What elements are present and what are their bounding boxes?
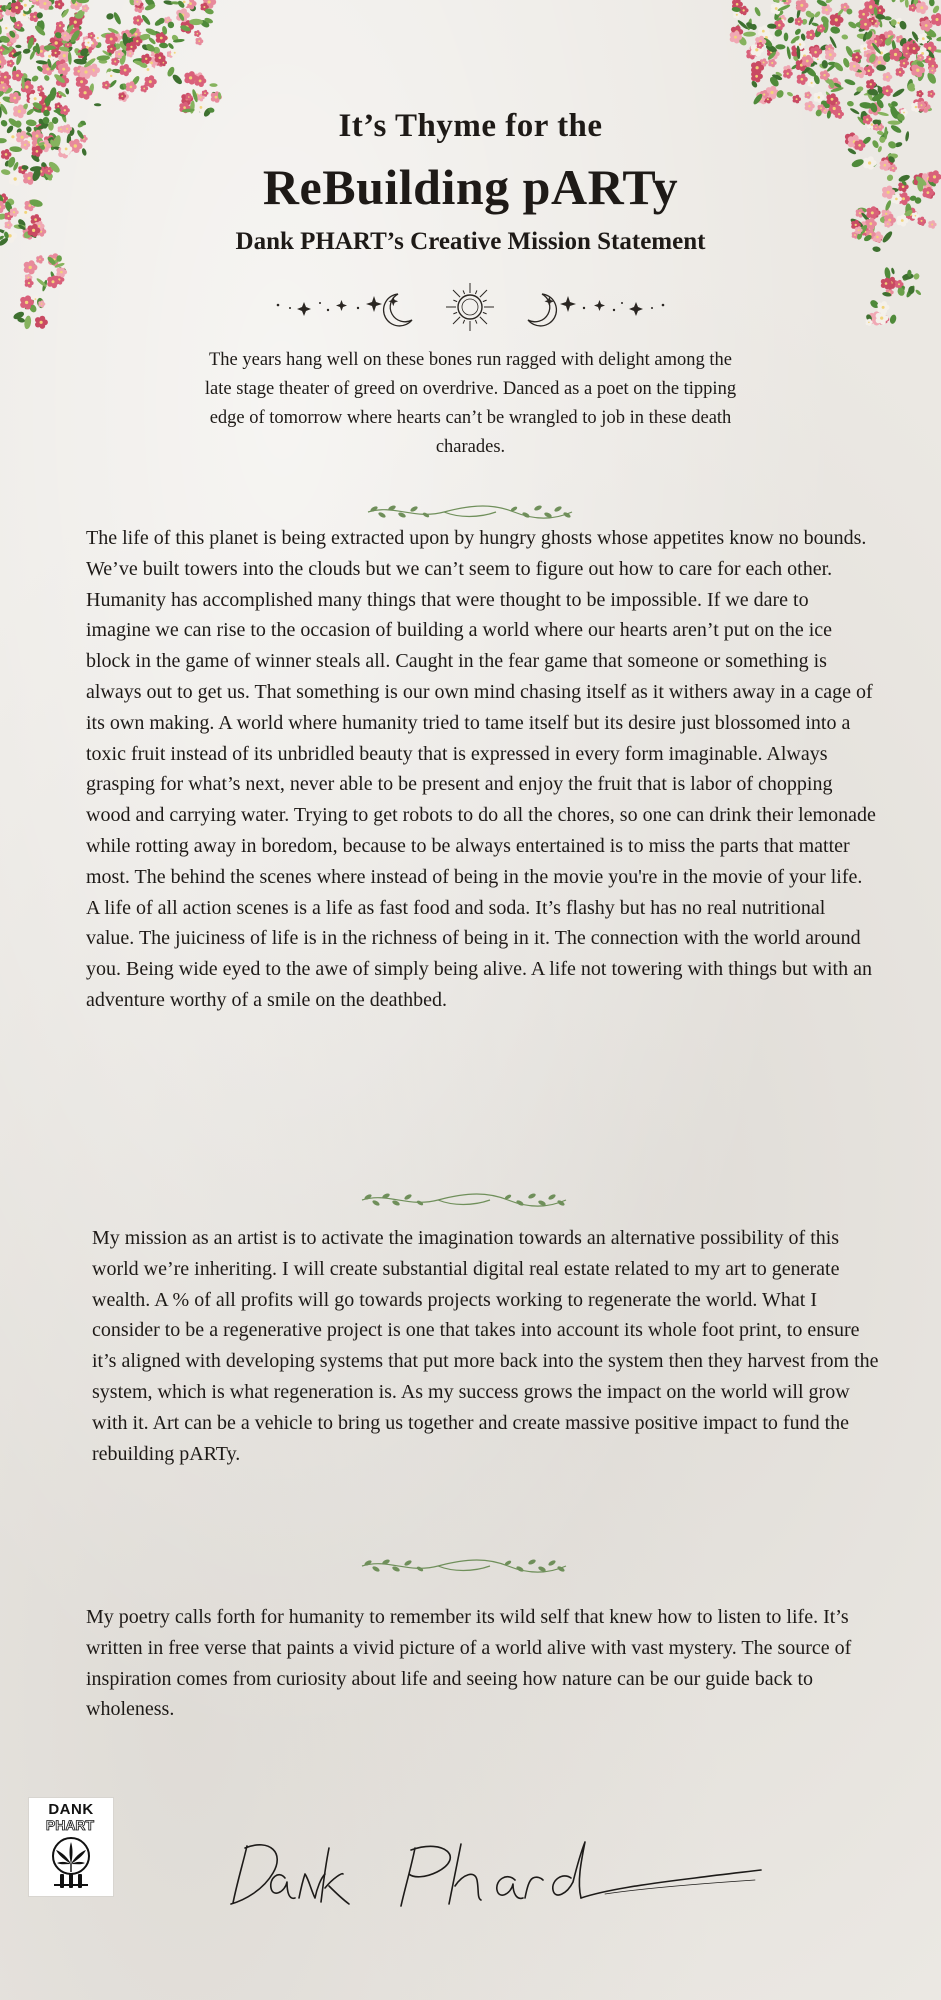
flower — [858, 0, 870, 1]
leaf — [775, 44, 785, 49]
vine-divider-icon — [358, 1554, 570, 1578]
flower — [830, 13, 844, 27]
mission-paragraph-2: My mission as an artist is to activate the imagination towards an alternative possibility of this world we’re inheriting. I will create substantial digital real estate related to my art to generate wealth. A % of all profits will go towards projects working to regenerate the world. What I consider to be a regenerative project is one that takes into account its whole foot print, to ensure it’s aligned with developing systems that put more back into the system then they harvest from the system, which is what regeneration is. As my success grows the impact on the world will grow with it. Art can be a vehicle to bring us together and create massive positive impact to fund the rebuilding pARTy. — [92, 1227, 879, 1465]
flower — [35, 316, 48, 329]
leaf — [830, 26, 841, 35]
mission-paragraph-1: The life of this planet is being extracted upon by hungry ghosts whose appetites know no bounds. We’ve built towers into the clouds but we can’t seem to figure out how to care for each other. Humanity has accomplished many things that were thought to be impossible. If we dare to imagine we can rise to the occasion of building a world where our hearts aren’t put on the ice block in the game of winner steals all. Caught in the fear game that someone or something is always out to get us. That something is our own mind chasing itself as it withers away in a cage of its own making. A world where humanity tried to tame itself but its desire just blossomed into a toxic fruit instead of its unbridled beauty that is expressed in every form imaginable. Always grasping for what’s next, never able to be present and enjoy the fruit that is labor of chopping wood and carrying water. Trying to get robots to do all the chores, so one can drink their lemonade while rotting away in boredom, because to be always entertained is to miss the parts that matter most. The behind the scenes where instead of being in the movie you're in the movie of your life. A life of all action scenes is a life as fast food and soda. It’s flashy but has no real nutritional value. The juiciness of life is in the richness of being in it. The connection with the world around you. Being wide eyed to the awe of simply being alive. A life not towering with things but with an adventure worthy of a smile on the deathbed. — [86, 527, 876, 1011]
leaf — [892, 87, 906, 98]
flower — [202, 90, 209, 97]
flower — [120, 64, 132, 76]
flower — [37, 85, 44, 92]
flower — [795, 17, 803, 25]
flower — [825, 49, 836, 61]
flower — [0, 71, 11, 82]
sun-ray — [453, 300, 457, 302]
leaf — [23, 315, 31, 329]
flower — [195, 75, 207, 87]
flower — [866, 79, 876, 89]
sun-ray — [453, 290, 460, 297]
logo-line-2: PHART — [45, 1817, 95, 1833]
logo-line-1: DANK — [48, 1801, 94, 1818]
flower — [133, 15, 143, 26]
pre-title: It’s Thyme for the — [338, 108, 603, 144]
sun-ray — [463, 320, 465, 324]
page-title: ReBuilding pARTy — [262, 159, 679, 215]
leaf — [15, 45, 21, 49]
vine-divider-icon — [358, 1188, 570, 1212]
leaf — [794, 28, 802, 36]
leaf — [884, 267, 891, 280]
intro-verse: The years hang well on these bones run ragged with delight among the late stage theater of greed on overdrive. Danced as a poet on the tipping edge of tomorrow where hearts can’t be wrangled to job in these death charades. — [204, 350, 737, 457]
leaf — [106, 13, 115, 21]
page-subtitle: Dank PHART’s Creative Mission Statement — [235, 228, 706, 255]
leaf — [743, 31, 756, 36]
mission-paragraph-3: My poetry calls forth for humanity to remember its wild self that knew how to listen to life. It’s written in free verse that paints a vivid picture of a world alive with vast mystery. The source of inspiration comes from curiosity about life and seeing how nature can be our guide back to wholeness. — [86, 1606, 852, 1721]
flower — [25, 279, 34, 288]
leaf — [94, 103, 102, 106]
flower — [56, 267, 67, 278]
vine-divider-icon — [364, 500, 576, 524]
leaf — [891, 267, 896, 274]
flower — [917, 90, 924, 97]
sun-ray — [483, 312, 487, 314]
flower — [918, 217, 926, 226]
flower — [793, 95, 801, 104]
leaf — [171, 73, 184, 86]
leaf — [148, 36, 157, 45]
flower — [38, 300, 45, 307]
flower — [928, 90, 936, 98]
leaf — [905, 0, 909, 8]
leaf — [209, 83, 217, 87]
flower — [806, 30, 816, 40]
leaf — [786, 16, 795, 25]
leaf — [847, 100, 855, 107]
sun-ray — [453, 317, 460, 324]
leaf — [81, 148, 87, 156]
leaf — [915, 289, 922, 296]
leaf — [844, 78, 856, 86]
flower — [768, 59, 776, 68]
flower — [0, 55, 7, 69]
flower — [0, 13, 4, 20]
flower — [7, 60, 15, 68]
flower — [24, 260, 38, 274]
flower — [931, 13, 941, 26]
cannabis-leaf-icon — [46, 1834, 96, 1892]
flower — [796, 0, 809, 12]
leaf — [936, 36, 941, 42]
leaf — [912, 272, 920, 280]
flower — [58, 63, 70, 76]
leaf — [753, 6, 761, 17]
leaf — [889, 314, 897, 325]
sun-ray — [480, 290, 487, 297]
dank-phart-logo — [28, 1797, 114, 1897]
sun-ray — [475, 320, 477, 324]
flower — [55, 0, 65, 9]
leaf — [786, 46, 792, 60]
sun-ray — [483, 300, 487, 302]
leaf — [189, 19, 203, 25]
flower — [896, 67, 905, 76]
celestial-ornament-icon — [270, 272, 670, 342]
flower — [766, 86, 779, 100]
sun-ray — [463, 290, 465, 294]
sun-ray — [453, 312, 457, 314]
sun-ray — [480, 317, 487, 324]
leaf — [841, 34, 848, 40]
sun-ray — [475, 290, 477, 294]
leaf — [929, 0, 935, 6]
flower — [82, 4, 90, 12]
flower — [883, 72, 893, 82]
leaf — [65, 88, 70, 95]
leaf — [31, 74, 40, 82]
leaf — [837, 8, 845, 16]
flower — [194, 30, 201, 37]
flower — [196, 37, 204, 45]
flower — [171, 49, 179, 57]
leaf — [112, 11, 122, 25]
leaf — [786, 91, 793, 97]
leaf — [784, 33, 789, 42]
handwritten-signature — [225, 1808, 765, 1918]
flower — [805, 92, 812, 99]
leaf — [813, 10, 821, 18]
flower — [145, 75, 157, 88]
leaf — [9, 146, 22, 152]
flower — [36, 255, 44, 263]
flower — [797, 74, 808, 85]
flower — [102, 81, 110, 90]
flower — [916, 2, 928, 15]
